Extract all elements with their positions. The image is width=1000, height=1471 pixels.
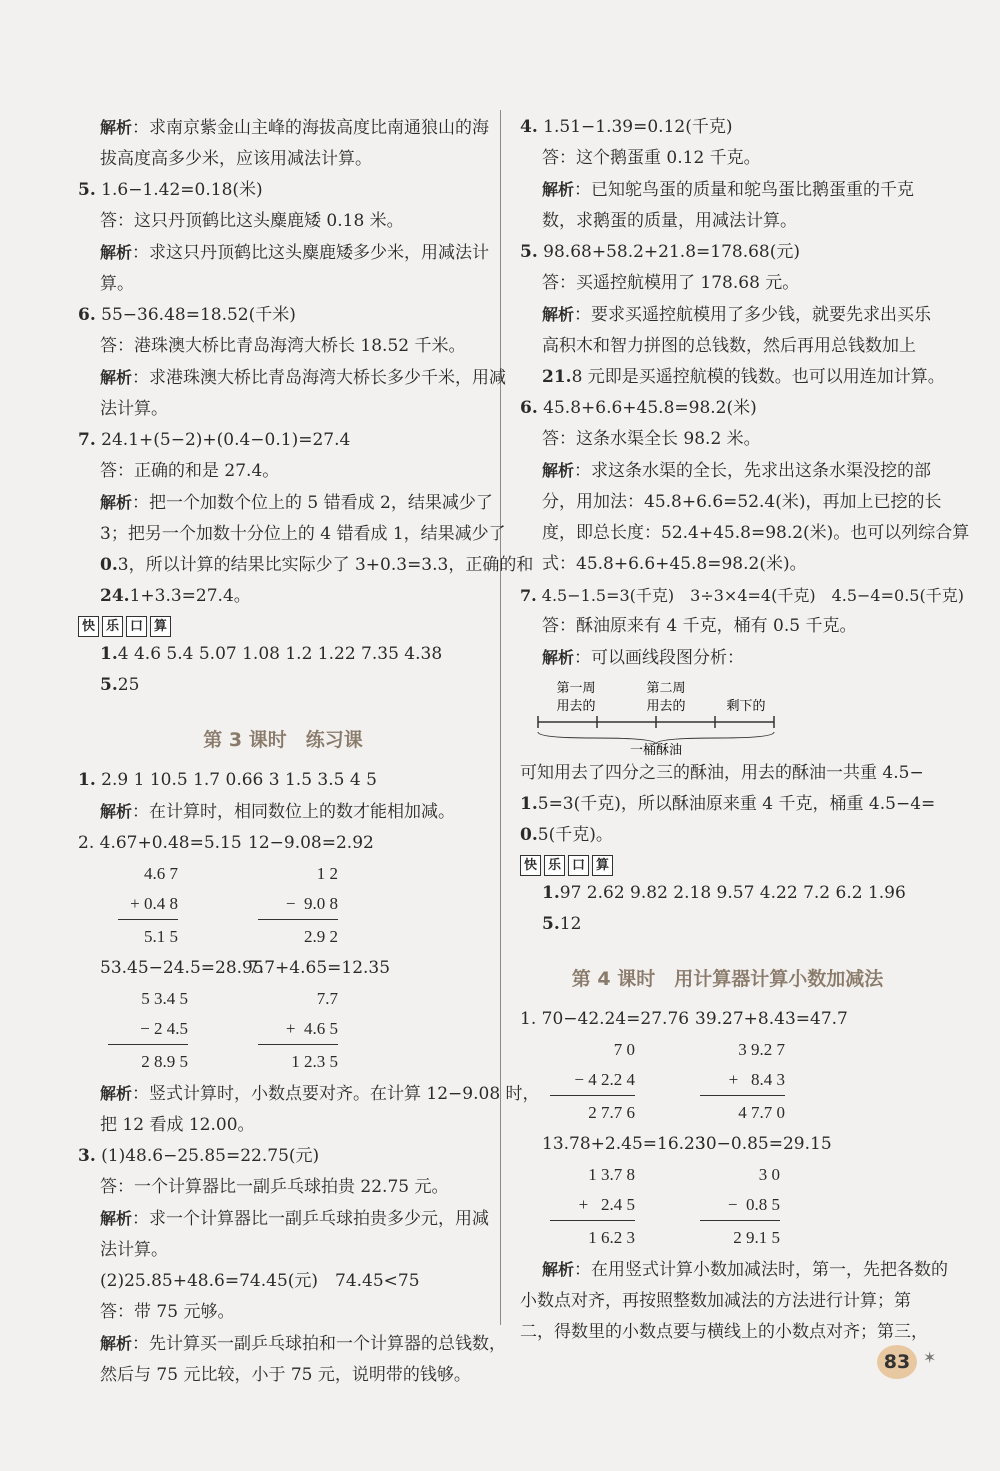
text-line: 数，求鹅蛋的质量，用减法计算。 [542, 211, 797, 231]
label-char: 算 [150, 616, 171, 637]
text-line: 答：一个计算器比一副乒乓球拍贵 22.75 元。 [100, 1177, 449, 1197]
text-line: 解析：求南京紫金山主峰的海拔高度比南通狼山的海 [100, 118, 490, 138]
section-heading: 第 4 课时 用计算器计算小数加减法 [571, 968, 884, 990]
text-line: 法计算。 [100, 1240, 168, 1260]
text-line: 解析：在用竖式计算小数加减法时，第一，先把各数的 [542, 1260, 949, 1280]
answer-p2-row2 [78, 953, 488, 984]
label-char: 乐 [544, 855, 565, 876]
label-char: 乐 [102, 616, 123, 637]
vertical-calculation: 7.7 + 4.6 5 1 2.3 5 [258, 984, 338, 1077]
week1-label: 第一周 [556, 681, 596, 696]
answer-q5: 5. 98.68+58.2+21.8=178.68(元) [520, 242, 801, 262]
page-number: 83 [877, 1345, 917, 1379]
text-line: 答：这个鹅蛋重 0.12 千克。 [542, 148, 761, 168]
text-line: 0.5(千克)。 [520, 825, 613, 845]
text-line: 法计算。 [100, 399, 168, 419]
vertical-calc-row [78, 859, 488, 953]
text-line: 解析：要求买遥控航模用了多少钱，就要先求出买乐 [542, 305, 932, 325]
answer-q5: 5. 1.6−1.42=0.18(米) [78, 180, 263, 200]
mental-math-answers: 5.12 [542, 914, 582, 934]
text-line: 答：这条水渠全长 98.2 米。 [542, 429, 761, 449]
answer-q7: 7. 4.5−1.5=3(千克) 3÷3×4=4(千克) 4.5−4=0.5(千克) [520, 586, 964, 605]
text-line: 解析：竖式计算时，小数点要对齐。在计算 12−9.08 时， [100, 1084, 540, 1104]
answer-p2-row1 [78, 828, 488, 859]
text-line: 解析：先计算买一副乒乓球拍和一个计算器的总钱数， [100, 1334, 507, 1354]
vertical-calculation: 1 3.7 8 + 2.4 5 1 6.2 3 [550, 1160, 635, 1253]
text-line: 解析：求一个计算器比一副乒乓球拍贵多少元，用减 [100, 1209, 490, 1229]
right-column [520, 112, 970, 1348]
text-line: 度，即总长度：52.4+45.8=98.2(米)。也可以列综合算 [542, 523, 970, 543]
equation: 2. 4.67+0.48=5.15 [78, 833, 242, 853]
week2-label: 第二周 [646, 681, 686, 696]
answer-q6: 6. 45.8+6.6+45.8=98.2(米) [520, 398, 757, 418]
text-line: 0.3，所以计算的结果比实际少了 3+0.3=3.3，正确的和 [100, 555, 534, 575]
text-line: 解析：求这只丹顶鹤比这头麋鹿矮多少米，用减法计 [100, 243, 490, 263]
text-line: 解析：已知鸵鸟蛋的质量和鸵鸟蛋比鹅蛋重的千克 [542, 180, 915, 200]
text-line: 拔高度高多少米，应该用减法计算。 [100, 149, 372, 169]
equation: 13.78+2.45=16.23 [542, 1134, 706, 1154]
vertical-calculation: 1 2 − 9.0 8 2.9 2 [258, 859, 338, 952]
mental-math-answers: 1.4 4.6 5.4 5.07 1.08 1.2 1.22 7.35 4.38 [100, 644, 443, 664]
text-line: 1.5=3(千克)，所以酥油原来重 4 千克，桶重 4.5−4= [520, 794, 936, 814]
text-line: 答：酥油原来有 4 千克，桶有 0.5 千克。 [542, 616, 857, 636]
remaining-label: 剩下的 [726, 699, 766, 714]
vertical-calculation: 3 0 − 0.8 5 2 9.1 5 [700, 1160, 780, 1253]
answer-q7: 7. 24.1+(5−2)+(0.4−0.1)=27.4 [78, 430, 351, 450]
kuaile-kousuan-label [520, 855, 613, 876]
left-column [78, 112, 540, 1391]
text-line: 二，得数里的小数点要与横线上的小数点对齐；第三， [520, 1322, 928, 1342]
segment-diagram-svg [534, 676, 794, 756]
text-line: 21.8 元即是买遥控航模的钱数。也可以用连加计算。 [542, 367, 945, 387]
label-char: 口 [126, 616, 147, 637]
equation: 53.45−24.5=28.95 [100, 958, 264, 978]
text-line: 答：这只丹顶鹤比这头麋鹿矮 0.18 米。 [100, 211, 404, 231]
text-line: 答：港珠澳大桥比青岛海湾大桥长 18.52 千米。 [100, 336, 466, 356]
total-label: 一桶酥油 [629, 743, 683, 756]
text-line: 解析：求港珠澳大桥比青岛海湾大桥长多少千米，用减 [100, 368, 507, 388]
text-line: 高积木和智力拼图的总钱数，然后再用总钱数加上 [542, 336, 916, 356]
vertical-calculation: 7 0 − 4 2.2 4 2 7.7 6 [550, 1035, 635, 1128]
text-line: 3；把另一个加数十分位上的 4 错看成 1，结果减少了 [100, 524, 506, 544]
vertical-calculation: 5 3.4 5 − 2 4.5 2 8.9 5 [108, 984, 188, 1077]
text-line: 解析：把一个加数个位上的 5 错看成 2，结果减少了 [100, 493, 493, 513]
answer-p1: 1. 2.9 1 10.5 1.7 0.66 3 1.5 3.5 4 5 [78, 770, 377, 790]
answer-p1-row2 [520, 1129, 935, 1160]
label-char: 口 [568, 855, 589, 876]
text-line: 答：买遥控航模用了 178.68 元。 [542, 273, 800, 293]
text-line: 把 12 看成 12.00。 [100, 1115, 255, 1135]
equation: 30−0.85=29.15 [695, 1134, 832, 1154]
text-line: (2)25.85+48.6=74.45(元) 74.45<75 [100, 1271, 420, 1291]
mental-math-answers: 1.97 2.62 9.82 2.18 9.57 4.22 7.2 6.2 1.96 [542, 883, 906, 903]
vertical-calc-row [520, 1160, 935, 1254]
text-line: 式：45.8+6.6+45.8=98.2(米)。 [542, 554, 807, 574]
week1-used-label: 用去的 [556, 699, 596, 714]
vertical-calculation: 3 9.2 7 + 8.4 3 4 7.7 0 [700, 1035, 785, 1128]
text-line: 可知用去了四分之三的酥油，用去的酥油一共重 4.5− [520, 763, 924, 783]
equation: 39.27+8.43=47.7 [695, 1009, 848, 1029]
equation: 12−9.08=2.92 [248, 833, 374, 853]
week2-used-label: 用去的 [646, 699, 686, 714]
answer-q4: 4. 1.51−1.39=0.12(千克) [520, 117, 733, 137]
vertical-calculation: 4.6 7 + 0.4 8 5.1 5 [118, 859, 178, 952]
answer-p3: 3. (1)48.6−25.85=22.75(元) [78, 1146, 320, 1166]
text-line: 24.1+3.3=27.4。 [100, 586, 251, 606]
text-line: 答：带 75 元够。 [100, 1302, 235, 1322]
mental-math-answers: 5.25 [100, 675, 140, 695]
text-line: 分，用加法：45.8+6.6=52.4(米)，再加上已挖的长 [542, 492, 942, 512]
text-line: 算。 [100, 274, 134, 294]
answer-p1-row1 [520, 1004, 935, 1035]
star-icon: ✶ [923, 1348, 937, 1367]
kuaile-kousuan-label [78, 616, 171, 637]
label-char: 快 [78, 616, 99, 637]
section-heading: 第 3 课时 练习课 [203, 729, 363, 751]
line-segment-diagram [520, 676, 935, 756]
vertical-calc-row [78, 984, 488, 1078]
label-char: 算 [592, 855, 613, 876]
text-line: 解析：在计算时，相同数位上的数才能相加减。 [100, 802, 456, 822]
label-char: 快 [520, 855, 541, 876]
equation: 7.7+4.65=12.35 [248, 958, 391, 978]
text-line: 解析：求这条水渠的全长，先求出这条水渠没挖的部 [542, 461, 932, 481]
equation: 1. 70−42.24=27.76 [520, 1009, 690, 1029]
text-line: 小数点对齐，再按照整数加减法的方法进行计算；第 [520, 1291, 911, 1311]
answer-q6: 6. 55−36.48=18.52(千米) [78, 305, 296, 325]
text-line: 然后与 75 元比较，小于 75 元，说明带的钱够。 [100, 1365, 471, 1385]
text-line: 答：正确的和是 27.4。 [100, 461, 280, 481]
column-divider [500, 110, 501, 1325]
text-line: 解析：可以画线段图分析： [542, 648, 745, 668]
vertical-calc-row [520, 1035, 935, 1129]
